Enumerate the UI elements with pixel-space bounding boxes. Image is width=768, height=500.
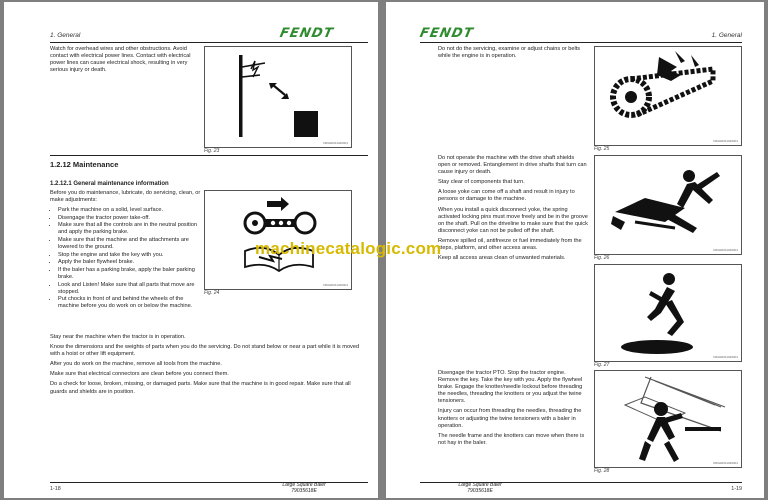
paragraph: Remove spilled oil, antifreeze or fuel immediately from the steps, platform, and other access areas. <box>438 237 582 252</box>
list-item: • Put chocks in front of and behind the wheels of the machine before you do work on or below the machine. <box>58 296 202 310</box>
figure-code: D60HD011020001 <box>713 248 738 252</box>
figure-23 <box>204 46 352 148</box>
list-item: • Disengage the tractor power take-off. <box>58 215 202 222</box>
paragraph: Keep all access areas clean of unwanted materials. <box>438 255 566 262</box>
figure-26 <box>594 155 742 255</box>
figure-caption: Fig. 27 <box>594 362 610 368</box>
footer-title: Large Square Baler <box>458 482 502 488</box>
block-knotter <box>438 370 588 450</box>
chain-entanglement-hazard-icon <box>595 47 741 145</box>
right-page <box>386 2 764 498</box>
paragraph: Stay near the machine when the tractor is in operation. <box>50 334 186 340</box>
page-header: 1. General <box>50 32 81 39</box>
list-item: • Look and Listen! Make sure that all parts that move are stopped. <box>58 282 202 296</box>
footer-title-block <box>244 482 364 494</box>
figure-caption: Fig. 26 <box>594 255 610 261</box>
watermark: machinecatalogic.com <box>255 239 442 258</box>
lead-text: Before you do maintenance, lubricate, do servicing, clean, or make adjustments: <box>50 190 201 204</box>
figure-code: D60HD011020001 <box>713 139 738 143</box>
paragraphs <box>50 334 360 399</box>
page-number: 1-18 <box>50 486 61 492</box>
figure-code: D60HD011020001 <box>323 141 348 145</box>
figure-code: D60HD011020001 <box>713 355 738 359</box>
block-chains: Do not do the servicing, examine or adjust chains or belts while the engine is in operation. <box>438 46 581 60</box>
section-rule <box>50 155 368 156</box>
footer-title: Large Square Baler <box>282 482 326 488</box>
overhead-wire-hazard-icon <box>205 47 351 147</box>
header-rule <box>420 42 742 43</box>
intro-text: Watch for overhead wires and other obstructions. Avoid contact with electrical power lines. Contact with electrical power lines can cause electrical shock, resulting in very serious injury or death. <box>50 46 191 74</box>
bullet-list <box>50 207 202 310</box>
paragraph: Know the dimensions and the weights of parts when you do the servicing. Do not stand below or near a part while it is moved with a hoist or other lift equipment. <box>50 344 360 358</box>
figure-caption: Fig. 25 <box>594 146 610 152</box>
paragraph: After you do work on the machine, remove all tools from the machine. <box>50 361 222 368</box>
page-header: 1. General <box>711 32 742 39</box>
header-rule <box>50 42 368 43</box>
driveshaft-entanglement-hazard-icon <box>595 156 741 254</box>
footer-code: 79035618E <box>291 488 317 494</box>
slip-fall-hazard-icon <box>595 265 741 361</box>
subsection-heading: 1.2.12.1 General maintenance information <box>50 181 169 187</box>
list-item: • Make sure that the machine and the attachments are lowered to the ground. <box>58 237 202 251</box>
footer-title-block <box>420 482 540 494</box>
maintenance-list <box>50 190 202 311</box>
list-item: • If the baler has a parking brake, apply the baler parking brake. <box>58 267 202 281</box>
needle-knotter-hazard-icon <box>595 371 741 467</box>
list-item: • Park the machine on a solid, level surface. <box>58 207 202 214</box>
block-drive-shafts <box>438 155 588 265</box>
figure-28 <box>594 370 742 468</box>
paragraph: A loose yoke can come off a shaft and result in injury to persons or damage to the machine. <box>438 189 575 203</box>
figure-code: R60HD011020001 <box>713 461 738 465</box>
page-number: 1-19 <box>731 486 742 492</box>
figure-caption: Fig. 23 <box>204 148 220 154</box>
section-heading: 1.2.12 Maintenance <box>50 160 119 169</box>
figure-25 <box>594 46 742 146</box>
paragraph: Disengage the tractor PTO. Stop the tractor engine. Remove the key. Take the key with you. Apply the flywheel brake. Engage the knotter/needle lockout before threading the needles, threading the knotters or you adjust the twine tensioners. <box>438 370 583 405</box>
footer-code: 79035618E <box>467 488 493 494</box>
fendt-logo: FENDT <box>278 26 335 41</box>
paragraph: Make sure that electrical connectors are clean before you connect them. <box>50 371 229 378</box>
figure-caption: Fig. 24 <box>204 290 220 296</box>
figure-code: D60HD011020001 <box>323 283 348 287</box>
paragraph: Do a check for loose, broken, missing, or damaged parts. Make sure that the machine is in good repair. Make sure that all guards and shields are in position. <box>50 381 351 395</box>
paragraph: The needle frame and the knotters can move when there is not hay in the baler. <box>438 432 585 446</box>
figure-27 <box>594 264 742 362</box>
paragraph: When you install a quick disconnect yoke, the spring activated locking pins must move freely and be in the groove on the shaft. Pull on the driveline to make sure that the quick disconnect yoke can not be pulled off the shaft. <box>438 206 588 234</box>
figure-caption: Fig. 28 <box>594 468 610 474</box>
fendt-logo: FENDT <box>418 26 475 41</box>
paragraph: Injury can occur from threading the needles, threading the knotters or adjusting the twine tensioners with a baler in operation. <box>438 408 582 429</box>
list-item: • Make sure that all the controls are in the neutral position and apply the parking brake. <box>58 222 202 236</box>
paragraph: Stay clear of components that turn. <box>438 179 525 186</box>
list-item: • Stop the engine and take the key with you. <box>58 252 202 259</box>
paragraph: Do not operate the machine with the drive shaft shields open or removed. Entanglement in drive shafts that turn can cause injury or death. <box>438 155 587 176</box>
list-item: • Apply the baler flywheel brake. <box>58 259 202 266</box>
